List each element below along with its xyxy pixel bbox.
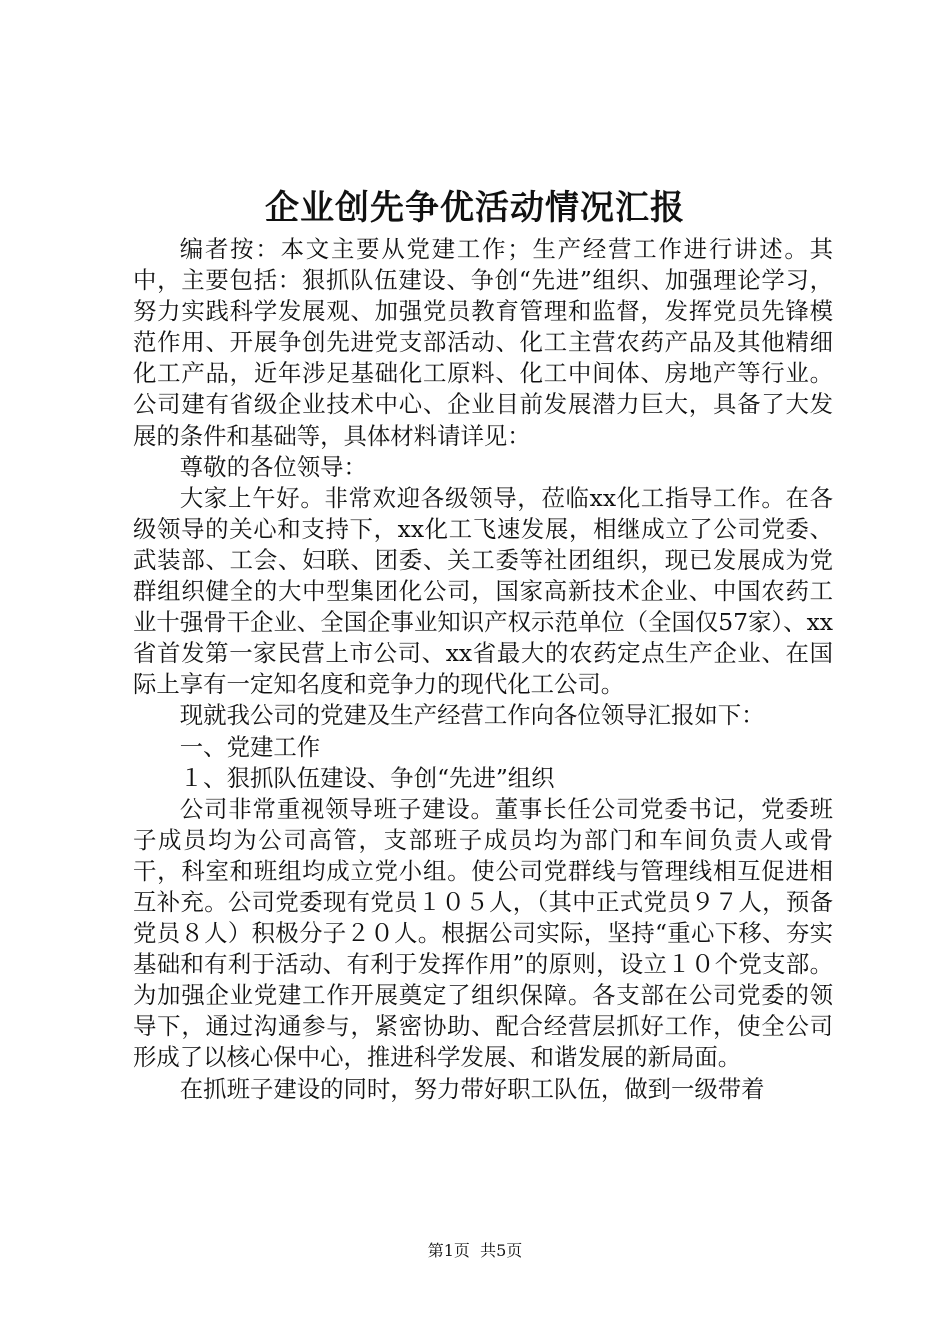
document-body (133, 234, 833, 1105)
section-heading: 一、党建工作 (179, 732, 321, 761)
body-paragraph: 公司非常重视领导班子建设。董事长任公司党委书记，党委班子成员均为公司高管，支部班子成员均为部门和车间负责人或骨干，科室和班组均成立党小组。使公司党群线与管理线相互促进相互补充。公司党委现有党员１０５人，（其中正式党员９７人，预备党员８人）积极分子２０人。根据公司实际，坚持“重心下移、夯实基础和有利于活动、有利于发挥作用”的原则，设立１０个党支部。为加强企业党建工作开展奠定了组织保障。各支部在公司党委的领导下，通过沟通参与，紧密协助、配合经营层抓好工作，使全公司形成了以核心保中心，推进科学发展、和谐发展的新局面。 (133, 794, 833, 1072)
footer-separator (470, 1241, 480, 1260)
salutation-paragraph: 尊敬的各位领导： (179, 452, 367, 481)
page-number-current: 第1页 (427, 1241, 470, 1260)
intro-paragraph: 现就我公司的党建及生产经营工作向各位领导汇报如下： (179, 701, 765, 730)
editor-note-paragraph: 编者按：本文主要从党建工作；生产经营工作进行讲述。其中，主要包括：狠抓队伍建设、争创“先进”组织、加强理论学习，努力实践科学发展观、加强党员教育管理和监督，发挥党员先锋模范作用、开展争创先进党支部活动、化工主营农药产品及其他精细化工产品，近年涉足基础化工原料、化工中间体、房地产等行业。公司建有省级企业技术中心、企业目前发展潜力巨大，具备了大发展的条件和基础等，具体材料请详见： (133, 235, 833, 450)
subsection-heading: １、狠抓队伍建设、争创“先进”组织 (179, 763, 555, 792)
page-footer (0, 1240, 950, 1262)
page-number-total: 共5页 (480, 1241, 523, 1260)
greeting-paragraph: 大家上午好。非常欢迎各级领导，莅临xx化工指导工作。在各级领导的关心和支持下，xx化工飞速发展，相继成立了公司党委、武装部、工会、妇联、团委、关工委等社团组织，现已发展成为党群组织健全的大中型集团化公司，国家高新技术企业、中国农药工业十强骨干企业、全国企事业知识产权示范单位（全国仅57家）、xx省首发第一家民营上市公司、xx省最大的农药定点生产企业、在国际上享有一定知名度和竞争力的现代化工公司。 (133, 483, 833, 699)
document-title: 企业创先争优活动情况汇报 (265, 188, 685, 228)
body-paragraph: 在抓班子建设的同时，努力带好职工队伍，做到一级带着 (179, 1074, 765, 1103)
